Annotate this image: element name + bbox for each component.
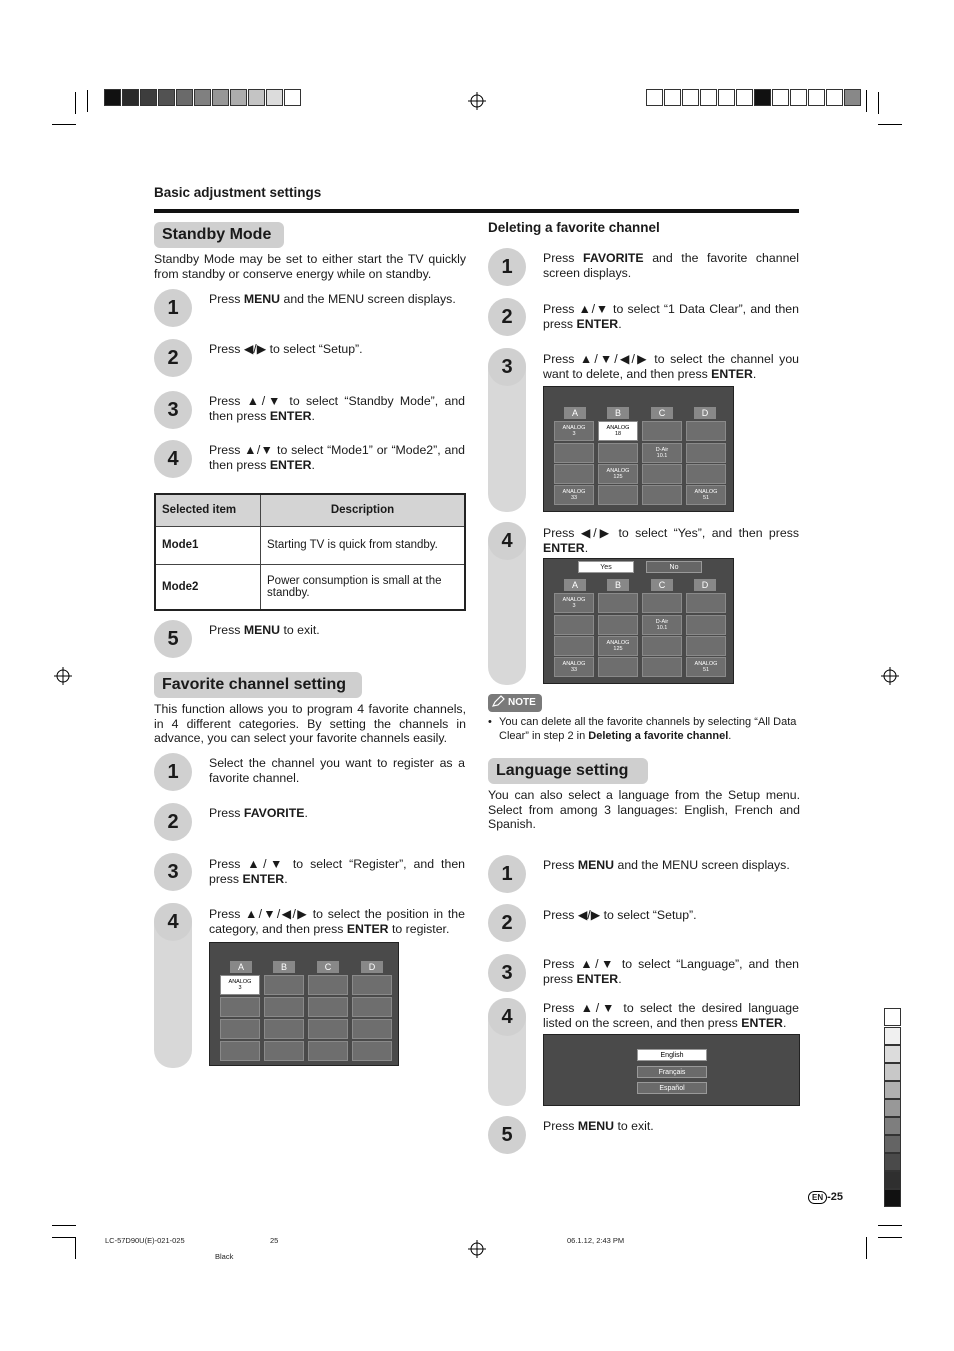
registration-mark-icon [881, 667, 899, 685]
table-cell-description: Starting TV is quick from standby. [261, 526, 466, 564]
channel-slot-d4: ANALOG 51 [686, 485, 726, 505]
channel-slot [220, 1019, 260, 1039]
table-cell-item: Mode2 [155, 564, 261, 610]
grayscale-swatches-right [646, 89, 862, 106]
channel-slot [308, 1019, 348, 1039]
channel-slot [220, 997, 260, 1017]
category-tab-c: C [651, 407, 673, 419]
registration-mark-icon [468, 1240, 486, 1258]
table-cell-description: Power consumption is small at the standby. [261, 564, 466, 610]
category-tab-a: A [564, 407, 586, 419]
channel-slot-a1: ANALOG 3 [554, 421, 594, 441]
favorite-step-1-number: 1 [154, 753, 192, 791]
favorite-step-4-number: 4 [154, 903, 192, 941]
channel-slot [642, 636, 682, 656]
deleting-favorite-title: Deleting a favorite channel [488, 220, 660, 235]
category-tab-c: C [317, 961, 339, 973]
category-tab-b: B [607, 407, 629, 419]
delete-step-4: Press ◀/▶ to select “Yes”, and then press ENTER. [543, 526, 799, 555]
channel-slot [642, 485, 682, 505]
language-step-4: Press ▲/▼ to select the desired language listed on the screen, and then press ENTER. [543, 1001, 799, 1030]
language-step-5: Press MENU to exit. [543, 1119, 654, 1133]
language-option-english: English [637, 1049, 707, 1061]
favorite-step-3: Press ▲/▼ to select “Register”, and then press ENTER. [209, 857, 465, 886]
category-tab-c: C [651, 579, 673, 591]
language-step-2-number: 2 [488, 904, 526, 942]
delete-step-1: Press FAVORITE and the favorite channel screen displays. [543, 251, 799, 280]
channel-slot-b3: ANALOG 125 [598, 636, 638, 656]
delete-step-3-number: 3 [488, 348, 526, 386]
category-tab-d: D [694, 579, 716, 591]
channel-slot [598, 485, 638, 505]
note-text: • You can delete all the favorite channels by selecting “All Data Clear” in step 2 in Deleting a favorite channel. [488, 716, 797, 742]
registration-mark-icon [468, 92, 486, 110]
language-step-4-number: 4 [488, 998, 526, 1036]
channel-slot [686, 421, 726, 441]
channel-slot [308, 1041, 348, 1061]
standby-mode-title: Standby Mode [154, 222, 284, 248]
channel-slot [264, 975, 304, 995]
footer-file: LC-57D90U(E)-021-025 [105, 1236, 185, 1245]
favorite-channel-title: Favorite channel setting [154, 672, 362, 698]
channel-slot [264, 1041, 304, 1061]
channel-slot-b1: ANALOG 18 [598, 421, 638, 441]
favorite-intro: This function allows you to program 4 favorite channels, in 4 different categories. By setting the channels in advance, you can select your favorite channels easily. [154, 702, 466, 745]
channel-slot [642, 593, 682, 613]
standby-step-4-number: 4 [154, 440, 192, 478]
channel-slot-a1: ANALOG 3 [220, 975, 260, 995]
channel-slot [686, 636, 726, 656]
channel-slot [598, 593, 638, 613]
channel-slot [352, 997, 392, 1017]
delete-step-2: Press ▲/▼ to select “1 Data Clear”, and then press ENTER. [543, 302, 799, 331]
category-tab-a: A [230, 961, 252, 973]
language-step-3: Press ▲/▼ to select “Language”, and then press ENTER. [543, 957, 799, 986]
category-tab-b: B [273, 961, 295, 973]
header-rule [154, 209, 799, 213]
footer-page: 25 [270, 1236, 279, 1245]
pencil-icon [492, 695, 505, 707]
language-option-french: Français [637, 1066, 707, 1078]
standby-step-5: Press MENU to exit. [209, 623, 320, 637]
favorite-step-2: Press FAVORITE. [209, 806, 308, 820]
channel-slot [554, 636, 594, 656]
channel-slot [598, 657, 638, 677]
channel-slot-b3: ANALOG 125 [598, 464, 638, 484]
standby-step-2-number: 2 [154, 339, 192, 377]
standby-intro: Standby Mode may be set to either start the TV quickly from standby or conserve energy while on standby. [154, 252, 466, 281]
note-label: NOTE [508, 697, 536, 708]
standby-step-5-number: 5 [154, 620, 192, 658]
channel-slot [598, 443, 638, 463]
delete-step-3: Press ▲/▼/◀/▶ to select the channel you want to delete, and then press ENTER. [543, 352, 799, 381]
confirm-no-option: No [646, 561, 702, 573]
page-number: EN -25 [808, 1191, 843, 1204]
favorite-step-4: Press ▲/▼/◀/▶ to select the position in the category, and then press ENTER to register. [209, 907, 465, 936]
channel-slot-c2: D-Air 10.1 [642, 443, 682, 463]
standby-step-2: Press ◀/▶ to select “Setup”. [209, 342, 363, 356]
table-header-selected-item: Selected item [155, 494, 261, 526]
language-badge: EN [808, 1191, 827, 1204]
grayscale-swatches-left [104, 89, 302, 106]
category-tab-b: B [607, 579, 629, 591]
channel-slot [642, 421, 682, 441]
channel-slot [264, 997, 304, 1017]
category-tab-d: D [361, 961, 383, 973]
delete-select-screen [543, 386, 734, 512]
channel-slot [554, 443, 594, 463]
language-option-spanish: Español [637, 1082, 707, 1094]
delete-step-4-number: 4 [488, 522, 526, 560]
channel-slot [352, 1041, 392, 1061]
favorite-register-screen [209, 942, 399, 1066]
delete-confirm-screen [543, 558, 734, 684]
favorite-step-3-number: 3 [154, 853, 192, 891]
footer-date: 06.1.12, 2:43 PM [567, 1236, 625, 1245]
channel-slot-a1: ANALOG 3 [554, 593, 594, 613]
channel-slot [308, 997, 348, 1017]
standby-mode-table [154, 493, 466, 611]
language-step-2: Press ◀/▶ to select “Setup”. [543, 908, 697, 922]
language-step-3-number: 3 [488, 954, 526, 992]
table-cell-item: Mode1 [155, 526, 261, 564]
footer-ink: Black [215, 1252, 234, 1261]
channel-slot [642, 657, 682, 677]
channel-slot [554, 464, 594, 484]
channel-slot [220, 1041, 260, 1061]
favorite-step-2-number: 2 [154, 803, 192, 841]
delete-step-2-number: 2 [488, 298, 526, 336]
channel-slot [686, 464, 726, 484]
channel-slot-d4: ANALOG 51 [686, 657, 726, 677]
channel-slot [352, 1019, 392, 1039]
category-tab-a: A [564, 579, 586, 591]
registration-mark-icon [54, 667, 72, 685]
table-header-description: Description [261, 494, 466, 526]
channel-slot [352, 975, 392, 995]
channel-slot-a4: ANALOG 33 [554, 657, 594, 677]
channel-slot [264, 1019, 304, 1039]
channel-slot [308, 975, 348, 995]
table-row [155, 526, 465, 564]
standby-step-1: Press MENU and the MENU screen displays. [209, 292, 456, 306]
standby-step-1-number: 1 [154, 289, 192, 327]
language-select-screen [543, 1034, 800, 1106]
channel-slot [686, 593, 726, 613]
standby-step-4: Press ▲/▼ to select “Mode1” or “Mode2”, and then press ENTER. [209, 443, 465, 472]
language-step-1-number: 1 [488, 855, 526, 893]
confirm-yes-option: Yes [578, 561, 634, 573]
channel-slot [686, 443, 726, 463]
language-setting-title: Language setting [488, 758, 648, 784]
standby-step-3-number: 3 [154, 391, 192, 429]
bullet: • [488, 716, 492, 728]
favorite-step-1: Select the channel you want to register as a favorite channel. [209, 756, 465, 785]
channel-slot [642, 464, 682, 484]
language-intro: You can also select a language from the Setup menu. Select from among 3 languages: English, French and Spanish. [488, 788, 800, 831]
category-tab-d: D [694, 407, 716, 419]
table-row [155, 564, 465, 610]
delete-step-1-number: 1 [488, 248, 526, 286]
channel-slot [686, 615, 726, 635]
note-badge [488, 694, 542, 712]
channel-slot [598, 615, 638, 635]
language-step-1: Press MENU and the MENU screen displays. [543, 858, 790, 872]
language-step-5-number: 5 [488, 1116, 526, 1154]
channel-slot [554, 615, 594, 635]
section-header: Basic adjustment settings [154, 185, 322, 200]
channel-slot-c2: D-Air 10.1 [642, 615, 682, 635]
standby-step-3: Press ▲/▼ to select “Standby Mode”, and then press ENTER. [209, 394, 465, 423]
channel-slot-a4: ANALOG 33 [554, 485, 594, 505]
